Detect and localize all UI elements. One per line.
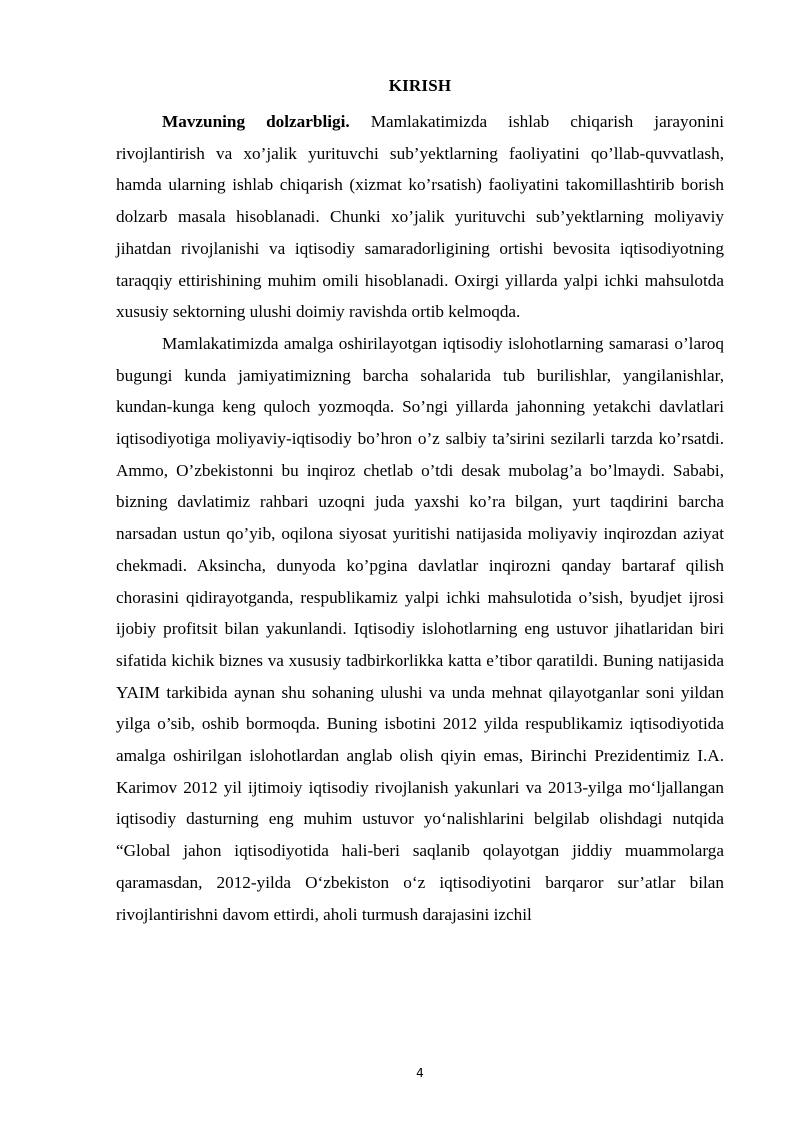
page-number: 4 bbox=[416, 1066, 424, 1080]
paragraph-relevance bbox=[116, 106, 724, 328]
section-heading: KIRISH bbox=[388, 76, 452, 95]
paragraph-text: Mamlakatimizda ishlab chiqarish jarayonini rivojlantirish va xo’jalik yurituvchi sub’yektlarning faoliyatini qo’llab-quvvatlash, hamda ularning ishlab chiqarish (xizmat ko’rsatish) faoliyatini takomillashtirib borish dolzarb masala hisoblanadi. Chunki xo’jalik yurituvchi sub’yektlarning moliyaviy jihatdan rivojlanishi va iqtisodiy samaradorligining ortishi bevosita iqtisodiyotning taraqqiy ettirishining muhim omili hisoblanadi. Oxirgi yillarda yalpi ichki mahsulotda xususiy sektorning ulushi doimiy ravishda ortib kelmoqda. bbox=[116, 112, 724, 322]
body-text bbox=[116, 106, 724, 930]
paragraph-text: Mamlakatimizda amalga oshirilayotgan iqtisodiy islohotlarning samarasi o’laroq bugungi kunda jamiyatimizning barcha sohalarida tub burilishlar, yangilanishlar, kundan-kunga keng quloch yozmoqda. So’ngi yillarda jahonning yetakchi davlatlari iqtisodiyotiga moliyaviy-iqtisodiy bo’hron o’z salbiy ta’sirini sezilarli tarzda ko’rsatdi. Ammo, O’zbekistonni bu inqiroz chetlab o’tdi desak mubolag’a bo’lmaydi. Sababi, bizning davlatimiz rahbari uzoqni juda yaxshi ko’ra bilgan, yurt taqdirini barcha narsadan ustun qo’yib, oqilona siyosat yuritishi natijasida moliyaviy inqirozdan aziyat chekmadi. Aksincha, dunyoda ko’pgina davlatlar inqirozni qanday bartaraf qilish chorasini qidirayotganda, respublikamiz yalpi ichki mahsulotida o’sish, byudjet ijrosi ijobiy profitsit bilan yakunlandi. Iqtisodiy islohotlarning eng ustuvor jihatlaridan biri sifatida kichik biznes va xususiy tadbirkorlikka katta e’tibor qaratildi. Buning natijasida YAIM tarkibida aynan shu sohaning ulushi va unda mehnat qilayotganlar soni yildan yilga o’sib, oshib bormoqda. Buning isbotini 2012 yilda respublikamiz iqtisodiyotida amalga oshirilgan islohotlardan anglab olish qiyin emas, Birinchi Prezidentimiz I.A. Karimov 2012 yil ijtimoiy iqtisodiy rivojlanish yakunlari va 2013-yilga mo‘ljallangan iqtisodiy dasturning eng muhim ustuvor yo‘nalishlarini belgilab olishdagi nutqida “Global jahon iqtisodiyotida hali-beri saqlanib qolayotgan jiddiy muammolarga qaramasdan, 2012-yilda O‘zbekiston o‘z iqtisodiyotini barqaror sur’atlar bilan rivojlantirishni davom ettirdi, aholi turmush darajasini izchil bbox=[116, 333, 724, 924]
paragraph-lead: Mavzuning dolzarbligi. bbox=[162, 112, 350, 131]
paragraph-reforms bbox=[116, 328, 724, 930]
